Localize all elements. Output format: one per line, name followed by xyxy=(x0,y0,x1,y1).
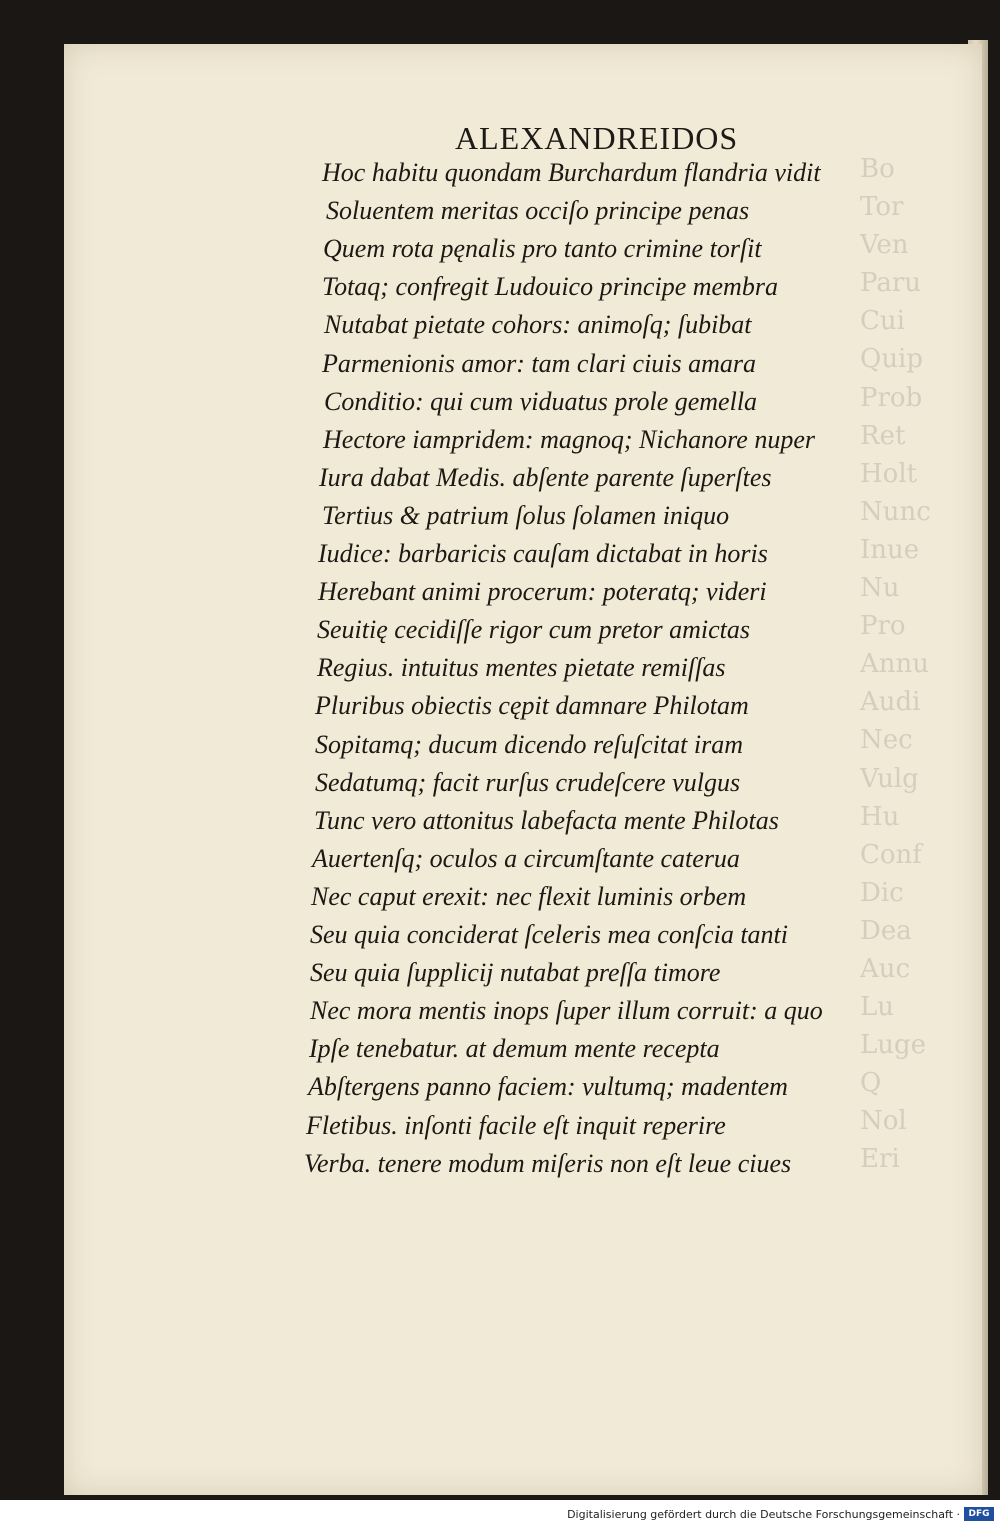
verse-line: Hoc habitu quondam Burchardum flandria vidit xyxy=(322,158,821,187)
bleed-fragment: Inue xyxy=(860,534,920,565)
verse-line: Herebant animi procerum: poteratq; videri xyxy=(318,577,767,607)
verse-line: Ipſe tenebatur. at demum mente recepta xyxy=(309,1034,720,1064)
bleed-fragment: Dic xyxy=(860,877,904,908)
verse-line: Pluribus obiectis cępit damnare Philotam xyxy=(315,691,749,721)
verse-line: Seu quia ſupplicij nutabat preſſa timore xyxy=(310,958,721,988)
verse-line: Regius. intuitus mentes pietate remiſſas xyxy=(317,653,726,683)
bleed-fragment: Nu xyxy=(860,573,900,604)
verse-line: Verba. tenere modum miſeris non eſt leue ciues xyxy=(304,1148,792,1178)
verse-line: Nec caput erexit: nec flexit luminis orbem xyxy=(311,881,747,911)
bleed-fragment: Nec xyxy=(860,725,913,756)
footer-credit: Digitalisierung gefördert durch die Deutsche Forschungsgemeinschaft · xyxy=(567,1508,960,1521)
running-head: ALEXANDREIDOS xyxy=(455,120,739,156)
bleed-fragment: Bo xyxy=(860,154,895,184)
digitization-footer xyxy=(0,1500,1000,1528)
verse-line: Quem rota pęnalis pro tanto crimine torſit xyxy=(323,234,762,264)
bleed-fragment: Quip xyxy=(860,344,924,375)
verse-line: Abſtergens panno faciem: vultumq; madentem xyxy=(308,1072,788,1102)
bleed-fragment: Pro xyxy=(860,611,906,642)
bleed-fragment: Vulg xyxy=(860,763,919,794)
verse-line: Seuitię cecidiſſe rigor cum pretor amictas xyxy=(317,615,750,645)
bleed-fragment: Eri xyxy=(860,1144,900,1175)
bleed-fragment: Dea xyxy=(860,915,912,946)
bleed-fragment: Luge xyxy=(860,1030,927,1061)
verse-line: Totaq; confregit Ludouico principe membra xyxy=(322,272,778,302)
bleed-fragment: Nunc xyxy=(860,496,931,527)
bleed-fragment: Paru xyxy=(860,268,922,299)
dfg-logo-icon: DFG xyxy=(964,1507,994,1521)
bleed-fragment: Hu xyxy=(860,801,900,832)
verse-line: Hectore iampridem: magnoq; Nichanore nuper xyxy=(323,424,815,454)
verse-line: Sedatumq; facit rurſus crudeſcere vulgus xyxy=(315,767,741,797)
verse-line: Nutabat pietate cohors: animoſq; ſubibat xyxy=(324,310,752,340)
verse-line: Fletibus. inſonti facile eſt inquit reperire xyxy=(306,1110,726,1140)
verse-line: Sopitamq; ducum dicendo reſuſcitat iram xyxy=(315,729,743,759)
bleed-fragment: Prob xyxy=(860,382,923,413)
bleed-fragment: Holt xyxy=(860,458,918,489)
verse-line: Nec mora mentis inops ſuper illum corruit: a quo xyxy=(310,996,823,1026)
bleed-fragment: Tor xyxy=(860,192,904,223)
verse-line: Parmenionis amor: tam clari ciuis amara xyxy=(322,348,757,378)
facing-page-bleed-through xyxy=(860,150,970,1179)
bleed-fragment: Cui xyxy=(860,306,905,337)
verse-line: Auertenſq; oculos a circumſtante caterua xyxy=(312,843,740,873)
bleed-fragment: Lu xyxy=(860,992,895,1023)
bleed-fragment: Q xyxy=(860,1068,882,1099)
verse-line: Seu quia conciderat ſceleris mea conſcia tanti xyxy=(310,920,788,949)
bleed-fragment: Ven xyxy=(860,230,909,261)
bleed-fragment: Audi xyxy=(860,687,921,718)
bleed-fragment: Ret xyxy=(860,420,906,451)
bleed-fragment: Conf xyxy=(860,839,922,870)
bleed-fragment: Annu xyxy=(860,649,930,680)
verse-line: Conditio: qui cum viduatus prole gemella xyxy=(324,386,758,416)
verse-line: Tunc vero attonitus labefacta mente Philotas xyxy=(314,805,779,835)
verse-line: Soluentem meritas occiſo principe penas xyxy=(326,196,750,226)
verse-line: Iudice: barbaricis cauſam dictabat in horis xyxy=(318,539,768,568)
verse-line: Iura dabat Medis. abſente parente ſuperſtes xyxy=(319,462,772,492)
bleed-fragment: Nol xyxy=(860,1106,907,1137)
bleed-fragment: Auc xyxy=(860,953,911,984)
verse-line: Tertius & patrium ſolus ſolamen iniquo xyxy=(322,500,730,530)
